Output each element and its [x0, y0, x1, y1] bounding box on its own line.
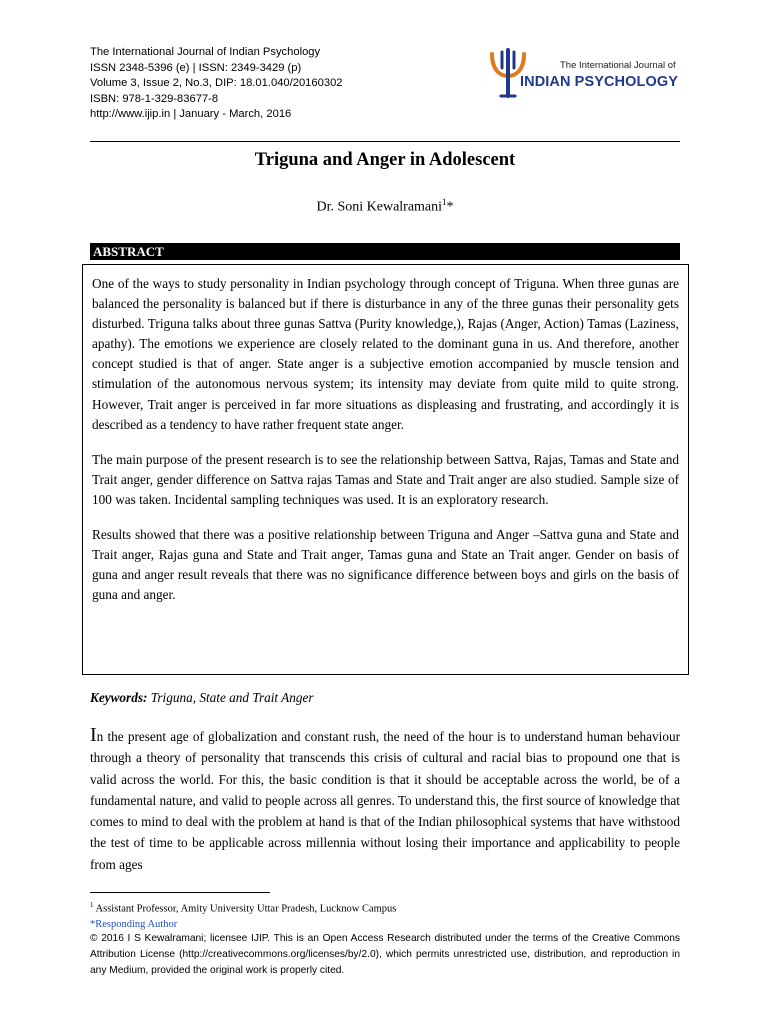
abstract-paragraph: Results showed that there was a positive relationship between Triguna and Anger –Sattva guna and State and Trait anger, Rajas guna and State and Trait anger, Tamas guna and State an Trait anger. Gender on basis of guna and anger result reveals that there was no significance difference between boys and girls on the basis of guna and anger. — [92, 527, 679, 603]
logo-small-text: The International Journal of — [560, 60, 676, 71]
journal-issn: ISSN 2348-5396 (e) | ISSN: 2349-3429 (p) — [90, 61, 302, 74]
keywords-text: Triguna, State and Trait Anger — [147, 690, 314, 705]
corresponding-author-link[interactable]: *Responding Author — [90, 918, 178, 930]
author-affiliation-marker: 1 — [442, 197, 447, 207]
journal-isbn: ISBN: 978-1-329-83677-8 — [90, 92, 219, 105]
abstract-heading: ABSTRACT — [90, 243, 680, 260]
journal-url-date: http://www.ijip.in | January - March, 2016 — [90, 108, 292, 121]
journal-name: The International Journal of Indian Psychology — [90, 46, 321, 58]
author-line — [90, 197, 680, 216]
author-name: Dr. Soni Kewalramani — [316, 199, 443, 215]
logo-big-text: INDIAN PSYCHOLOGY — [520, 74, 678, 90]
author-corresponding-marker: * — [446, 199, 454, 215]
introduction-text: n the present age of globalization and constant rush, the need of the hour is to understand human behaviour through a theory of personality that transcends this crisis of cultural and racial bias to propound one that is valid across the world. For this, the basic condition is that it should be acceptable across the world, be of a fundamental nature, and valid to people across all genres. To understand this, the first source of knowledge that comes to mind to deal with the problem at hand is that of the Indian philosophical systems that have withstood the test of time to be applicable across millennia without losing their importance and applicability to people from ages — [90, 729, 680, 872]
abstract-box — [82, 264, 689, 675]
journal-header — [90, 45, 343, 123]
header-divider — [90, 141, 680, 142]
footnote-affiliation — [90, 898, 680, 917]
introduction-paragraph — [90, 726, 680, 875]
footnote-divider — [90, 892, 270, 893]
paper-title: Triguna and Anger in Adolescent — [254, 150, 516, 170]
footnote-marker: 1 — [90, 901, 94, 909]
footnote-affiliation-text: Assistant Professor, Amity University Uttar Pradesh, Lucknow Campus — [93, 903, 397, 915]
abstract-paragraph: One of the ways to study personality in Indian psychology through concept of Triguna. When three gunas are balanced the personality is balanced but if there is disturbance in any of the three gunas their personality gets disturbed. Triguna talks about three gunas Sattva (Purity knowledge,), Rajas (Anger, Action) Tamas (Laziness, apathy). The emotions we experience are closely related to the dominant guna in us. And therefore, another concept studied is that of anger. State anger is a subjective emotion accompanied by muscle tension and stimulation of the autonomous nervous system; its intensity may deviate from quite mild to quite strong. However, Trait anger is perceived in far more situations as displeasing and frustrating, and accordingly it is described as a tendency to have rather frequent state anger. — [92, 276, 679, 432]
journal-logo — [488, 48, 688, 102]
drop-cap: I — [90, 724, 97, 746]
journal-volume: Volume 3, Issue 2, No.3, DIP: 18.01.040/20160302 — [90, 77, 343, 90]
footnotes — [90, 898, 680, 932]
keywords-label: Keywords: — [90, 690, 148, 705]
keywords-line — [90, 690, 680, 706]
abstract-paragraph: The main purpose of the present research is to see the relationship between Sattva, Rajas, Tamas and State and Trait anger, gender difference on Sattva rajas Tamas and State and Trait anger are also studied. Sample size of 100 was taken. Incidental sampling techniques was used. It is an exploratory research. — [92, 451, 679, 507]
license-notice: © 2016 I S Kewalramani; licensee IJIP. This is an Open Access Research distributed under the terms of the Creative Commons Attribution License (http://creativecommons.org/licenses/by/2.0), which permits unrestricted use, distribution, and reproduction in any Medium, provided the original work is properly cited. — [90, 933, 680, 976]
